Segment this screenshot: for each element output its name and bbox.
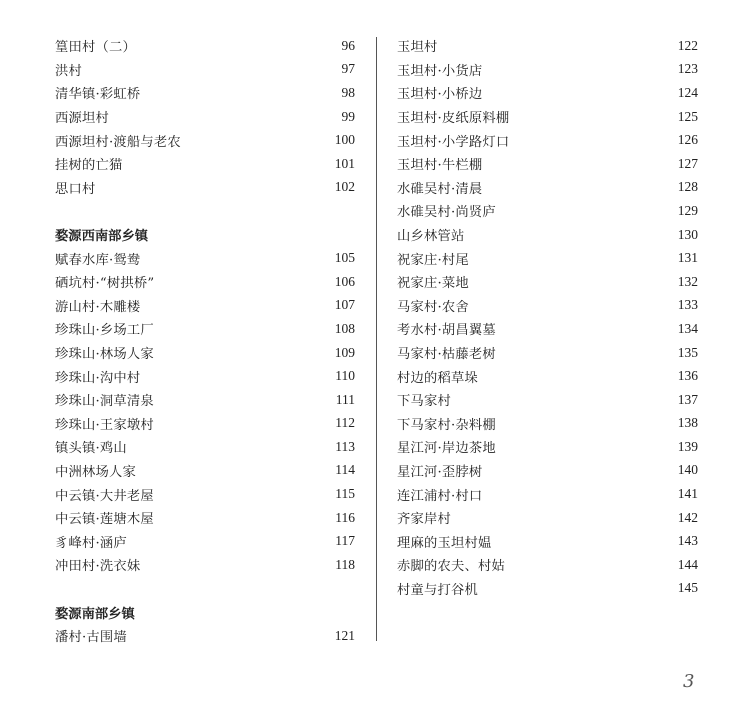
toc-entry-title: 玉坦村·小学路灯口 bbox=[397, 134, 510, 150]
toc-entry-title: 星江河·歪脖树 bbox=[397, 464, 483, 480]
toc-entry-title: 玉坦村·牛栏棚 bbox=[397, 158, 483, 174]
toc-entry bbox=[55, 435, 355, 459]
toc-group-1 bbox=[55, 34, 355, 199]
toc-entry-page: 138 bbox=[677, 415, 698, 431]
toc-entry-title: 玉坦村·小货店 bbox=[397, 63, 483, 79]
toc-entry-page: 136 bbox=[677, 368, 698, 384]
section-heading-south: 婺源南部乡镇 bbox=[55, 606, 135, 622]
toc-entry-title: 篁田村（二） bbox=[55, 40, 136, 56]
toc-entry-title: 考水村·胡昌翼墓 bbox=[397, 323, 496, 339]
toc-entry-page: 145 bbox=[677, 580, 698, 596]
toc-entry-page: 117 bbox=[335, 533, 355, 549]
toc-entry-page: 105 bbox=[334, 250, 355, 266]
toc-entry-page: 133 bbox=[677, 297, 698, 313]
toc-entry bbox=[397, 152, 698, 176]
toc-entry-page: 113 bbox=[335, 438, 355, 454]
toc-entry bbox=[397, 223, 698, 247]
toc-entry bbox=[397, 294, 698, 318]
section-gap bbox=[55, 577, 355, 601]
toc-entry bbox=[397, 246, 698, 270]
toc-entry-page: 110 bbox=[335, 368, 355, 384]
toc-group-2 bbox=[55, 246, 355, 576]
toc-entry-page: 96 bbox=[341, 37, 355, 53]
toc-entry bbox=[397, 364, 698, 388]
toc-entry-page: 143 bbox=[677, 533, 698, 549]
toc-entry-page: 122 bbox=[677, 37, 698, 53]
toc-entry-page: 116 bbox=[335, 509, 355, 525]
toc-entry bbox=[397, 553, 698, 577]
toc-entry-title: 祝家庄·菜地 bbox=[397, 276, 469, 292]
toc-entry bbox=[55, 624, 355, 648]
toc-entry-page: 121 bbox=[334, 627, 355, 643]
toc-entry bbox=[397, 199, 698, 223]
toc-entry-page: 98 bbox=[341, 84, 355, 100]
toc-entry-title: 洪村 bbox=[55, 63, 82, 79]
toc-entry-title: 清华镇·彩虹桥 bbox=[55, 87, 141, 103]
toc-entry-page: 112 bbox=[335, 415, 355, 431]
toc-entry-title: 马家村·农舍 bbox=[397, 299, 469, 315]
toc-entry-title: 村边的稻草垛 bbox=[397, 370, 478, 386]
toc-entry-title: 珍珠山·乡场工厂 bbox=[55, 323, 154, 339]
toc-entry bbox=[397, 435, 698, 459]
toc-entry bbox=[55, 364, 355, 388]
toc-entry bbox=[397, 529, 698, 553]
toc-entry-page: 115 bbox=[335, 486, 355, 502]
toc-entry bbox=[55, 482, 355, 506]
toc-entry-title: 赋春水库·鸳鸯 bbox=[55, 252, 141, 268]
toc-entry bbox=[55, 412, 355, 436]
toc-entry-title: 硒坑村·“树拱桥” bbox=[55, 276, 155, 292]
toc-entry bbox=[397, 388, 698, 412]
toc-entry-title: 村童与打谷机 bbox=[397, 582, 478, 598]
toc-entry bbox=[55, 246, 355, 270]
toc-entry-page: 114 bbox=[335, 462, 355, 478]
toc-entry bbox=[397, 412, 698, 436]
toc-right-column bbox=[397, 34, 698, 600]
toc-entry-page: 132 bbox=[677, 273, 698, 289]
toc-entry bbox=[55, 317, 355, 341]
toc-entry-title: 赤脚的农夫、村姑 bbox=[397, 559, 505, 575]
toc-entry-page: 109 bbox=[334, 344, 355, 360]
toc-entry-page: 128 bbox=[677, 179, 698, 195]
toc-entry-page: 127 bbox=[677, 155, 698, 171]
toc-entry bbox=[397, 270, 698, 294]
toc-entry-page: 124 bbox=[677, 84, 698, 100]
toc-entry-page: 140 bbox=[677, 462, 698, 478]
toc-entry-title: 冲田村·洗衣妹 bbox=[55, 559, 141, 575]
toc-entry bbox=[397, 34, 698, 58]
toc-entry-page: 102 bbox=[334, 179, 355, 195]
toc-entry-page: 134 bbox=[677, 320, 698, 336]
toc-entry-title: 西源坦村 bbox=[55, 111, 109, 127]
toc-entry-title: 中云镇·大井老屋 bbox=[55, 488, 154, 504]
toc-entry bbox=[55, 105, 355, 129]
toc-entry-page: 101 bbox=[334, 155, 355, 171]
toc-entry bbox=[55, 529, 355, 553]
toc-entry bbox=[55, 81, 355, 105]
toc-entry bbox=[397, 58, 698, 82]
toc-entry bbox=[397, 506, 698, 530]
toc-entry bbox=[397, 105, 698, 129]
toc-entry bbox=[397, 482, 698, 506]
toc-entry bbox=[397, 459, 698, 483]
page-number: 3 bbox=[683, 671, 695, 692]
toc-entry-page: 129 bbox=[677, 202, 698, 218]
toc-entry-page: 107 bbox=[334, 297, 355, 313]
toc-entry-page: 141 bbox=[677, 486, 698, 502]
toc-entry bbox=[55, 128, 355, 152]
toc-entry-page: 126 bbox=[677, 132, 698, 148]
toc-entry-title: 山乡林管站 bbox=[397, 229, 465, 245]
toc-entry bbox=[55, 294, 355, 318]
toc-entry-page: 125 bbox=[677, 108, 698, 124]
toc-entry-title: 祝家庄·村尾 bbox=[397, 252, 469, 268]
toc-entry-title: 豸峰村·涵庐 bbox=[55, 535, 127, 551]
toc-entry bbox=[55, 176, 355, 200]
toc-entry-page: 100 bbox=[334, 132, 355, 148]
toc-entry bbox=[397, 128, 698, 152]
toc-entry-page: 123 bbox=[677, 61, 698, 77]
section-heading-southwest: 婺源西南部乡镇 bbox=[55, 229, 149, 245]
toc-entry-title: 连江浦村·村口 bbox=[397, 488, 483, 504]
toc-entry-page: 137 bbox=[677, 391, 698, 407]
toc-entry bbox=[397, 577, 698, 601]
toc-entry-page: 139 bbox=[677, 438, 698, 454]
toc-entry bbox=[55, 270, 355, 294]
toc-entry-title: 珍珠山·沟中村 bbox=[55, 370, 141, 386]
toc-entry-title: 下马家村 bbox=[397, 394, 451, 410]
toc-entry-page: 108 bbox=[334, 320, 355, 336]
toc-entry-title: 游山村·木雕楼 bbox=[55, 299, 141, 315]
toc-entry-title: 水碓吴村·尚贤庐 bbox=[397, 205, 496, 221]
column-divider bbox=[376, 37, 377, 641]
toc-entry-title: 马家村·枯藤老树 bbox=[397, 347, 496, 363]
toc-entry-page: 99 bbox=[341, 108, 355, 124]
toc-entry bbox=[55, 341, 355, 365]
toc-entry-page: 106 bbox=[334, 273, 355, 289]
toc-entry-title: 中洲林场人家 bbox=[55, 464, 136, 480]
toc-entry-page: 130 bbox=[677, 226, 698, 242]
toc-entry-title: 挂树的亡猫 bbox=[55, 158, 123, 174]
toc-entry-page: 131 bbox=[677, 250, 698, 266]
toc-left-column bbox=[55, 34, 355, 647]
toc-entry bbox=[397, 317, 698, 341]
toc-entry-title: 水碓吴村·清晨 bbox=[397, 181, 483, 197]
toc-entry bbox=[55, 506, 355, 530]
toc-entry-page: 135 bbox=[677, 344, 698, 360]
toc-group-right bbox=[397, 34, 698, 600]
toc-entry-page: 144 bbox=[677, 556, 698, 572]
toc-entry-page: 142 bbox=[677, 509, 698, 525]
toc-entry-title: 珍珠山·洞草清泉 bbox=[55, 394, 154, 410]
toc-entry-title: 玉坦村·小桥边 bbox=[397, 87, 483, 103]
toc-entry-page: 97 bbox=[341, 61, 355, 77]
toc-entry bbox=[55, 58, 355, 82]
toc-entry-title: 玉坦村 bbox=[397, 40, 438, 56]
toc-entry-title: 镇头镇·鸡山 bbox=[55, 441, 127, 457]
toc-entry-title: 珍珠山·林场人家 bbox=[55, 347, 154, 363]
toc-entry bbox=[397, 81, 698, 105]
toc-entry-title: 齐家岸村 bbox=[397, 512, 451, 528]
toc-entry-title: 玉坦村·皮纸原料棚 bbox=[397, 111, 510, 127]
toc-entry-title: 西源坦村·渡船与老农 bbox=[55, 134, 181, 150]
toc-entry-page: 118 bbox=[335, 556, 355, 572]
toc-entry bbox=[55, 553, 355, 577]
toc-entry-title: 下马家村·杂料棚 bbox=[397, 417, 496, 433]
toc-entry bbox=[397, 176, 698, 200]
toc-entry-title: 理麻的玉坦村媪 bbox=[397, 535, 492, 551]
toc-entry bbox=[55, 459, 355, 483]
toc-entry bbox=[55, 34, 355, 58]
toc-entry-title: 星江河·岸边茶地 bbox=[397, 441, 496, 457]
toc-entry-title: 中云镇·莲塘木屋 bbox=[55, 512, 154, 528]
section-gap bbox=[55, 199, 355, 223]
toc-entry-page: 111 bbox=[335, 391, 355, 407]
toc-entry-title: 珍珠山·王家墩村 bbox=[55, 417, 154, 433]
toc-entry bbox=[397, 341, 698, 365]
toc-entry bbox=[55, 152, 355, 176]
toc-entry-title: 潘村·古围墙 bbox=[55, 630, 127, 646]
toc-entry-title: 思口村 bbox=[55, 181, 96, 197]
toc-group-3 bbox=[55, 624, 355, 648]
toc-entry bbox=[55, 388, 355, 412]
